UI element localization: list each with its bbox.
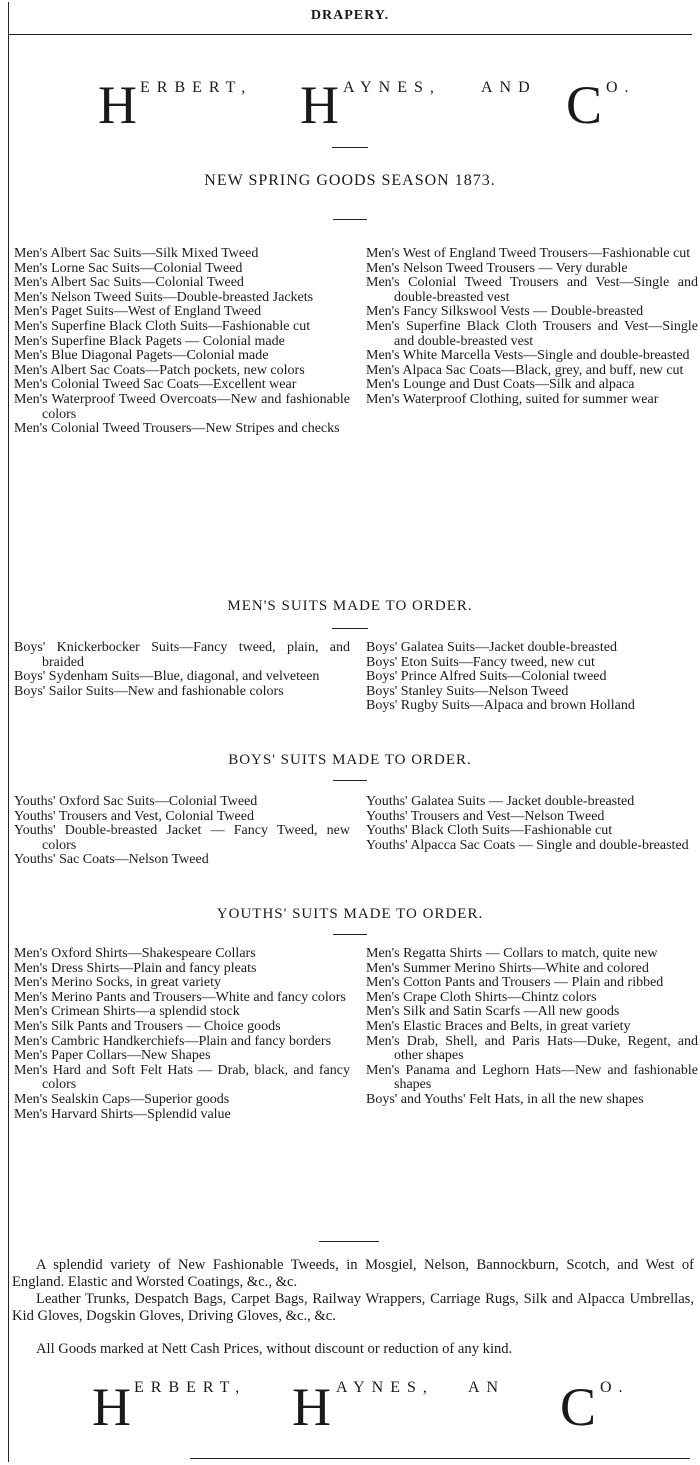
list-item: Boys' Galatea Suits—Jacket double-breasted [366, 640, 617, 655]
list-item: Men's Hard and Soft Felt Hats — Drab, black, and fancy colors [14, 1062, 350, 1093]
list-item: Men's Lorne Sac Suits—Colonial Tweed [14, 260, 243, 276]
youths-right-column [366, 795, 698, 853]
youths-subheading: YOUTHS' SUITS MADE TO ORDER. [216, 906, 484, 922]
list-item: Men's Albert Sac Suits—Silk Mixed Tweed [14, 246, 259, 261]
list-item: Men's White Marcella Vests—Single and double-breasted [366, 348, 690, 364]
banner-word-and: AND [481, 79, 537, 96]
list-item: Boys' Prince Alfred Suits—Colonial tweed [366, 669, 607, 685]
list-item: Youths' Black Cloth Suits—Fashionable cut [366, 823, 613, 839]
paragraph-trunks: Leather Trunks, Despatch Bags, Carpet Bags, Railway Wrappers, Carriage Rugs, Silk and Alpacca Umbrellas, Kid Gloves, Dogskin Gloves, Driving Gloves, &c., &c. [12, 1291, 694, 1324]
banner-bottom [0, 1374, 700, 1437]
men-left-column [14, 247, 350, 437]
banner-initial-h: H [98, 75, 137, 135]
list-item: Youths' Galatea Suits — Jacket double-breasted [366, 794, 635, 809]
list-item: Men's Albert Sac Suits—Colonial Tweed [14, 275, 244, 291]
list-item: Boys' Stanley Suits—Nelson Tweed [366, 683, 569, 699]
list-item: Men's Silk and Satin Scarfs —All new goods [366, 1004, 620, 1020]
list-item: Men's Merino Pants and Trousers—White and fancy colors [14, 989, 346, 1005]
list-item: Men's Paper Collars—New Shapes [14, 1048, 211, 1064]
banner-word-aynes: AYNES, [343, 79, 441, 96]
list-item: Men's Oxford Shirts—Shakespeare Collars [14, 946, 256, 961]
boys-right-column [366, 641, 698, 714]
men-right-column [366, 247, 698, 408]
list-item: Men's Elastic Braces and Belts, in great variety [366, 1018, 631, 1034]
list-item: Men's Superfine Black Pagets — Colonial made [14, 333, 285, 349]
list-item: Men's Colonial Tweed Trousers—New Stripes and checks [14, 421, 340, 437]
list-item: Men's Crape Cloth Shirts—Chintz colors [366, 989, 597, 1005]
left-border [8, 2, 9, 1462]
list-item: Men's Merino Socks, in great variety [14, 975, 222, 991]
list-item: Men's Superfine Black Cloth Trousers and Vest—Single and double-breasted vest [366, 318, 698, 349]
list-item: Boys' Eton Suits—Fancy tweed, new cut [366, 654, 595, 670]
list-item: Men's Alpaca Sac Coats—Black, grey, and buff, new cut [366, 362, 684, 378]
separator [332, 628, 368, 629]
list-item: Men's Summer Merino Shirts—White and colored [366, 960, 649, 976]
men-subheading: MEN'S SUITS MADE TO ORDER. [227, 598, 473, 614]
list-item: Boys' Sailor Suits—New and fashionable colors [14, 683, 284, 699]
banner-initial-h2: H [292, 1377, 331, 1437]
list-item: Boys' Sydenham Suits—Blue, diagonal, and velveteen [14, 669, 320, 685]
list-item: Youths' Sac Coats—Nelson Tweed [14, 852, 209, 868]
list-item: Men's Waterproof Tweed Overcoats—New and fashionable colors [14, 391, 350, 422]
list-item: Boys' Knickerbocker Suits—Fancy tweed, plain, and braided [14, 640, 350, 670]
list-item: Men's Superfine Black Cloth Suits—Fashionable cut [14, 318, 311, 334]
closing-paragraphs [12, 1257, 694, 1358]
list-item: Men's West of England Tweed Trousers—Fashionable cut [366, 246, 691, 261]
list-item: Men's Colonial Tweed Trousers and Vest—Single and double-breasted vest [366, 275, 698, 305]
youths-left-column [14, 795, 350, 868]
list-item: Youths' Trousers and Vest—Nelson Tweed [366, 808, 605, 824]
list-item: Men's Silk Pants and Trousers — Choice goods [14, 1018, 281, 1034]
separator [333, 780, 367, 781]
shirts-right-column [366, 947, 698, 1108]
bottom-rule [190, 1458, 690, 1459]
list-item: Men's Dress Shirts—Plain and fancy pleats [14, 960, 257, 976]
banner-word-aynes: AYNES, [336, 1379, 434, 1396]
list-item: Men's Cambric Handkerchiefs—Plain and fancy borders [14, 1033, 332, 1049]
separator [332, 147, 368, 148]
banner-initial-h2: H [300, 75, 339, 135]
boys-left-column [14, 641, 350, 699]
list-item: Men's Drab, Shell, and Paris Hats—Duke, Regent, and other shapes [366, 1033, 698, 1064]
list-item: Youths' Alpacca Sac Coats — Single and double-breasted [366, 837, 689, 853]
list-item: Men's Crimean Shirts—a splendid stock [14, 1004, 240, 1020]
banner-initial-c: C [560, 1377, 597, 1437]
list-item: Men's Cotton Pants and Trousers — Plain and ribbed [366, 975, 664, 991]
boys-subheading: BOYS' SUITS MADE TO ORDER. [228, 752, 472, 768]
list-item: Men's Waterproof Clothing, suited for summer wear [366, 391, 659, 407]
paragraph-prices: All Goods marked at Nett Cash Prices, without discount or reduction of any kind. [36, 1341, 513, 1357]
banner-word-erbert: ERBERT, [134, 1379, 247, 1396]
list-item: Men's Panama and Leghorn Hats—New and fashionable shapes [366, 1062, 698, 1093]
top-rule [8, 34, 692, 35]
section-heading: DRAPERY. [310, 8, 390, 23]
list-item: Men's Lounge and Dust Coats—Silk and alpaca [366, 377, 635, 393]
banner-initial-c: C [566, 75, 603, 135]
list-item: Youths' Trousers and Vest, Colonial Tweed [14, 808, 254, 824]
banner-word-an: AN [468, 1379, 506, 1396]
banner-word-erbert: ERBERT, [140, 79, 253, 96]
shirts-left-column [14, 947, 350, 1122]
list-item: Men's Blue Diagonal Pagets—Colonial made [14, 348, 269, 364]
list-item: Youths' Oxford Sac Suits—Colonial Tweed [14, 794, 258, 809]
banner-top [0, 72, 700, 135]
paragraph-tweeds: A splendid variety of New Fashionable Tweeds, in Mosgiel, Nelson, Bannockburn, Scotch, and West of England. Elastic and Worsted Coatings, &c., &c. [12, 1257, 694, 1290]
list-item: Youths' Double-breasted Jacket — Fancy Tweed, new colors [14, 823, 350, 853]
list-item: Boys' Rugby Suits—Alpaca and brown Holland [366, 698, 635, 714]
banner-word-o: O. [600, 1379, 630, 1396]
separator [333, 934, 367, 935]
list-item: Men's Paget Suits—West of England Tweed [14, 304, 262, 320]
list-item: Men's Regatta Shirts — Collars to match, quite new [366, 946, 658, 961]
list-item: Boys' and Youths' Felt Hats, in all the new shapes [366, 1091, 644, 1107]
list-item: Men's Fancy Silkswool Vests — Double-breasted [366, 304, 644, 320]
list-item: Men's Harvard Shirts—Splendid value [14, 1106, 231, 1122]
list-item: Men's Colonial Tweed Sac Coats—Excellent wear [14, 377, 297, 393]
list-item: Men's Albert Sac Coats—Patch pockets, new colors [14, 362, 305, 378]
list-item: Men's Nelson Tweed Trousers — Very durable [366, 260, 628, 276]
list-item: Men's Sealskin Caps—Superior goods [14, 1091, 230, 1107]
separator [319, 1241, 379, 1242]
banner-initial-h: H [92, 1377, 131, 1437]
list-item: Men's Nelson Tweed Suits—Double-breasted Jackets [14, 289, 314, 305]
season-title: NEW SPRING GOODS SEASON 1873. [204, 172, 496, 189]
banner-word-o: O. [606, 79, 636, 96]
separator [333, 219, 367, 220]
